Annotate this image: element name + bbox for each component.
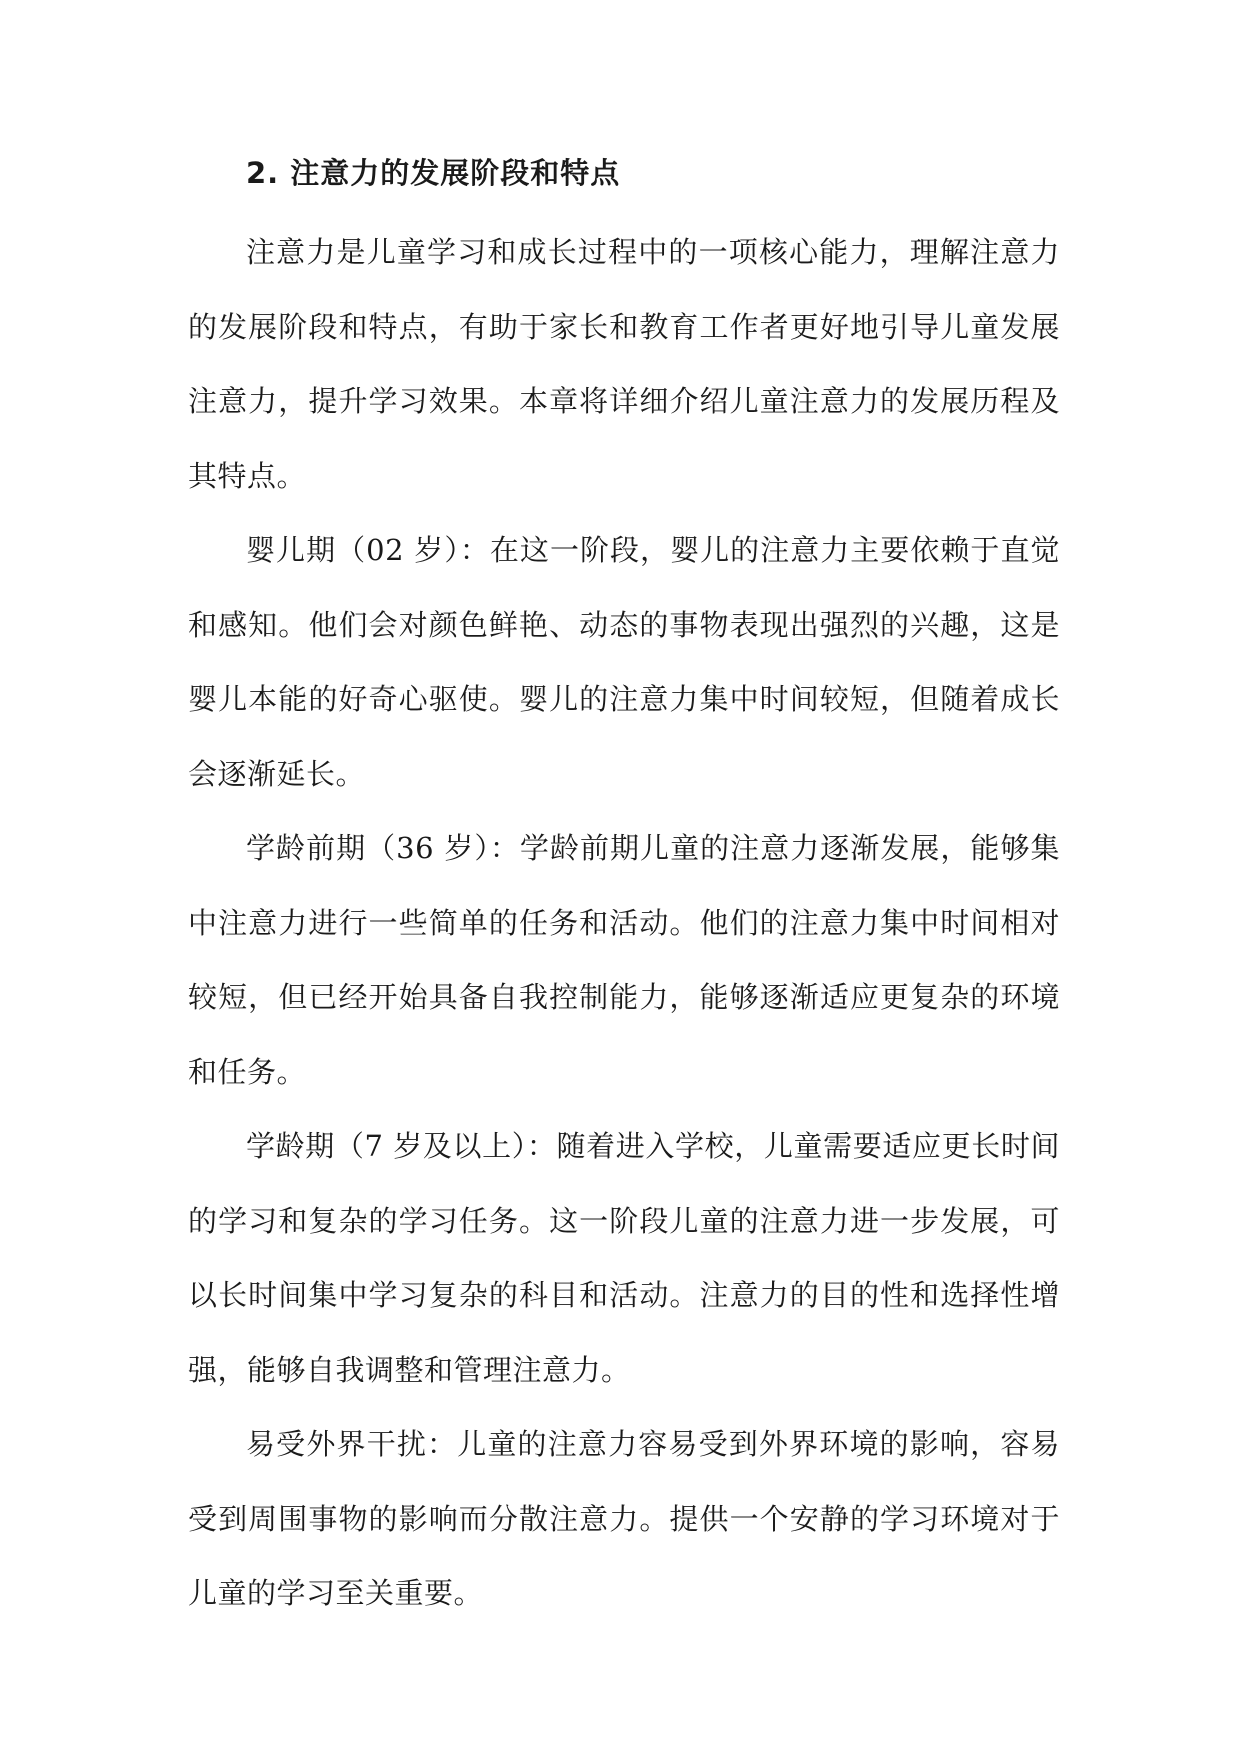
- section-heading: 2. 注意力的发展阶段和特点: [246, 156, 621, 190]
- paragraph-preschool: 学龄前期（36 岁）：学龄前期儿童的注意力逐渐发展，能够集中注意力进行一些简单的任务和活动。他们的注意力集中时间相对较短，但已经开始具备自我控制能力，能够逐渐适应更复杂的环境和任务。: [188, 831, 1060, 1089]
- paragraph-intro: 注意力是儿童学习和成长过程中的一项核心能力，理解注意力的发展阶段和特点，有助于家长和教育工作者更好地引导儿童发展注意力，提升学习效果。本章将详细介绍儿童注意力的发展历程及其特点。: [188, 235, 1060, 493]
- paragraph-distraction: 易受外界干扰：儿童的注意力容易受到外界环境的影响，容易受到周围事物的影响而分散注意力。提供一个安静的学习环境对于儿童的学习至关重要。: [188, 1427, 1060, 1610]
- paragraph-infancy: 婴儿期（02 岁）：在这一阶段，婴儿的注意力主要依赖于直觉和感知。他们会对颜色鲜艳、动态的事物表现出强烈的兴趣，这是婴儿本能的好奇心驱使。婴儿的注意力集中时间较短，但随着成长会逐渐延长。: [188, 533, 1060, 791]
- paragraph-school-age: 学龄期（7 岁及以上）：随着进入学校，儿童需要适应更长时间的学习和复杂的学习任务。这一阶段儿童的注意力进一步发展，可以长时间集中学习复杂的科目和活动。注意力的目的性和选择性增强，能够自我调整和管理注意力。: [188, 1129, 1060, 1387]
- document-body: [188, 143, 1060, 1631]
